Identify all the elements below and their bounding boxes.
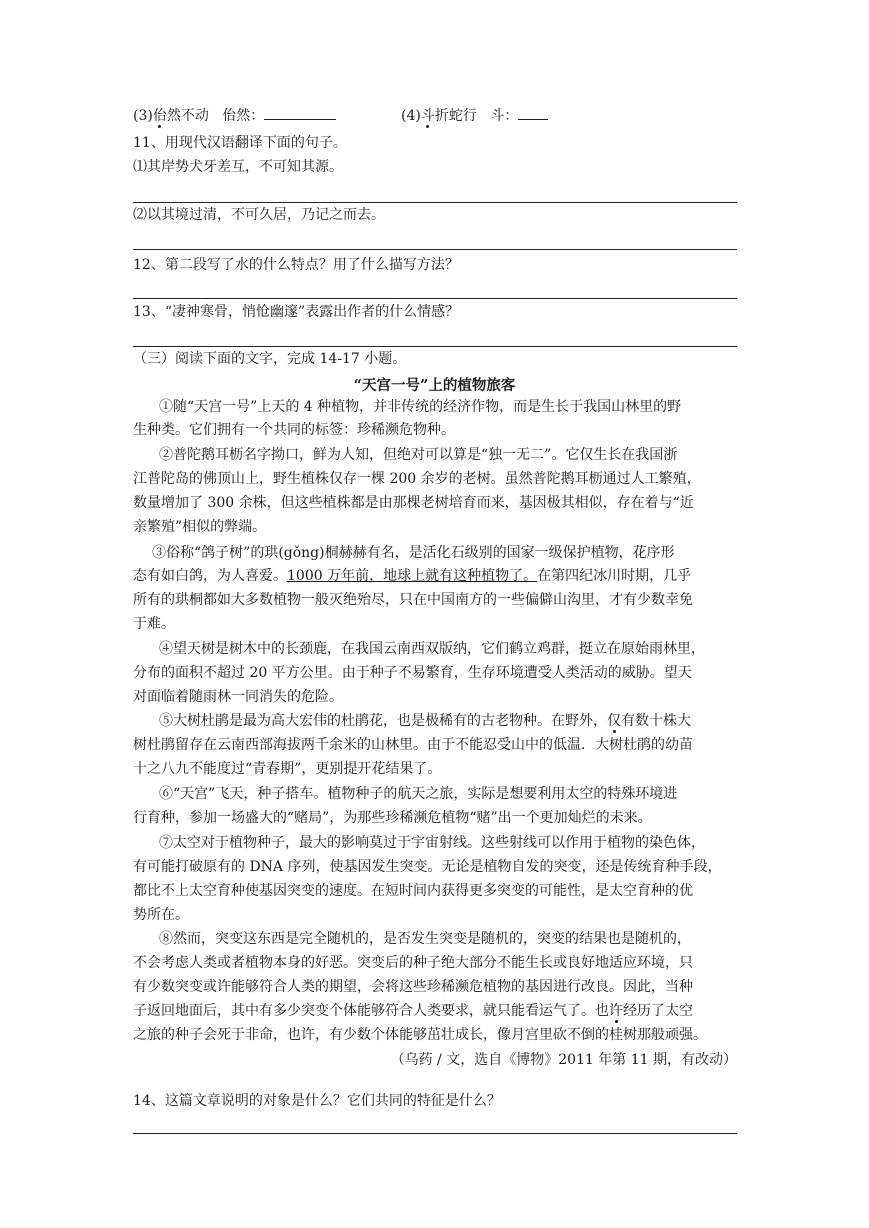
q11-sentence-1: ⑴其岸势犬牙差互，不可知其源。	[133, 159, 343, 175]
phrase: 然不动	[166, 108, 209, 124]
paragraph-1-line: ①随“天宫一号”上天的 4 种植物，并非传统的经济作物，而是生长于我国山林里的野	[159, 399, 682, 415]
paragraph-5-line: 树杜鹃留存在云南西部海拔两千余米的山林里。由于不能忍受山中的低温．大树杜鹃的幼苗	[133, 737, 693, 753]
text-span: 子返回地面后，其中有多少突变个体能够符合人类要求，就只能看运气了。也	[133, 1003, 609, 1019]
answer-blank[interactable]	[518, 107, 548, 120]
q10-item4	[401, 107, 548, 125]
text-span: 经历了太空	[623, 1003, 693, 1019]
q10-item3	[133, 107, 336, 125]
q11-stem: 11、用现代汉语翻译下面的句子。	[133, 135, 347, 151]
q14-question: 14、这篇文章说明的对象是什么？它们共同的特征是什么？	[133, 1093, 501, 1109]
paragraph-1-line: 生种类。它们拥有一个共同的标签：珍稀濒危物种。	[133, 422, 455, 438]
paragraph-8-line: 不会考虑人类或者植物本身的好恶。突变后的种子绝大部分不能生长或良好地适应环境，只	[133, 955, 693, 971]
section-intro: （三）阅读下面的文字，完成 14-17 小题。	[133, 351, 407, 367]
emphasized-char: 仅	[607, 713, 621, 729]
paragraph-2-line: 数量增加了 300 余株，但这些植株都是由那棵老树培育而来，基因极其相似，存在着与“近	[133, 495, 694, 511]
answer-line[interactable]	[133, 249, 737, 250]
text-span: 有数十株大	[621, 713, 691, 729]
paragraph-8-line: 之旅的种子会死于非命，也许，有少数个体能够茁壮成长，像月宫里砍不倒的桂树那般顽强。	[133, 1027, 707, 1043]
term-label: 然：	[236, 108, 265, 124]
paragraph-3-line: 所有的珙桐都如大多数植物一般灭绝殆尽，只在中国南方的一些偏僻山沟里，才有少数幸免	[133, 592, 693, 608]
answer-line[interactable]	[133, 1133, 737, 1134]
paragraph-5-line	[159, 712, 691, 730]
paragraph-8-line: ⑧然而，突变这东西是完全随机的，是否发生突变是随机的，突变的结果也是随机的，	[159, 931, 691, 947]
paragraph-4-line: 分布的面积不超过 20 平方公里。由于种子不易繁育，生存环境遭受人类活动的威胁。望天	[133, 665, 692, 681]
term-char: 佁	[222, 108, 237, 124]
emphasized-char: 许	[609, 1003, 623, 1019]
text-span: 在第四纪冰川时期，几乎	[537, 568, 692, 584]
item-number: (4)	[401, 108, 421, 124]
paragraph-7-line: 都比不上太空育种使基因突变的速度。在短时间内获得更多突变的可能性，是太空育种的优	[133, 883, 693, 899]
paragraph-6-line: ⑥“天宫”飞天，种子搭车。植物种子的航天之旅，实际是想要利用太空的特殊环境进	[159, 786, 678, 802]
answer-line[interactable]	[133, 298, 737, 299]
q13-question: 13、“凄神寒骨，悄怆幽邃”表露出作者的什么情感？	[133, 304, 460, 320]
answer-blank[interactable]	[264, 107, 336, 120]
article-title: “天宫一号”上的植物旅客	[353, 377, 516, 394]
paragraph-8-line	[133, 1002, 693, 1020]
phrase: 折蛇行	[434, 108, 477, 124]
text-span: ⑤大树杜鹃是最为高大宏伟的杜鹃花，也是极稀有的古老物种。在野外，	[159, 713, 607, 729]
paragraph-8-line: 有少数突变或许能够符合人类的期望，会将这些珍稀濒危植物的基因进行改良。因此，当种	[133, 979, 693, 995]
paragraph-2-line: 江普陀岛的佛顶山上，野生植株仅存一棵 200 余岁的老树。虽然普陀鹅耳枥通过人工繁殖，	[133, 471, 701, 487]
emphasized-char: 斗	[420, 108, 435, 124]
paragraph-6-line: 行育种，参加一场盛大的“赌局”，为那些珍稀濒危植物“赌”出一个更加灿烂的未来。	[133, 810, 652, 826]
emphasized-char: 佁	[152, 108, 167, 124]
paragraph-3-line: 于难。	[133, 616, 175, 632]
item-number: (3)	[133, 108, 153, 124]
paragraph-4-line: 对面临着随雨林一同消失的危险。	[133, 689, 343, 705]
paragraph-7-line: ⑦太空对于植物种子，最大的影响莫过于宇宙射线。这些射线可以作用于植物的染色体，	[159, 835, 705, 851]
text-span: 态有如白鸽，为人喜爱。	[133, 568, 287, 584]
term-label: 斗：	[490, 108, 519, 124]
paragraph-2-line: ②普陀鹅耳枥名字拗口，鲜为人知，但绝对可以算是“独一无二”。它仅生长在我国浙	[159, 447, 678, 463]
q12-question: 12、第二段写了水的什么特点？用了什么描写方法？	[133, 257, 459, 273]
paragraph-5-line: 十之八九不能度过“青春期”，更别提开花结果了。	[133, 761, 442, 777]
underlined-sentence: 1000 万年前，地球上就有这种植物了。	[287, 568, 538, 584]
paragraph-3-line: ③俗称“鸽子树”的珙(gǒng)桐赫赫有名，是活化石级别的国家一级保护植物，花序形	[152, 545, 675, 561]
paragraph-7-line: 有可能打破原有的 DNA 序列，使基因发生突变。无论是植物自发的突变，还是传统育种手段，	[133, 859, 722, 875]
paragraph-7-line: 势所在。	[133, 907, 189, 923]
q11-sentence-2: ⑵以其境过清，不可久居，乃记之而去。	[133, 207, 385, 223]
source-citation: （乌药 / 文，选自《博物》2011 年第 11 期，有改动）	[390, 1052, 737, 1068]
answer-line[interactable]	[133, 202, 737, 203]
answer-line[interactable]	[133, 346, 737, 347]
paragraph-4-line: ④望天树是树木中的长颈鹿，在我国云南西双版纳，它们鹤立鸡群，挺立在原始雨林里，	[159, 641, 705, 657]
paragraph-3-line	[133, 567, 691, 585]
paragraph-2-line: 亲繁殖”相似的弊端。	[133, 519, 267, 535]
